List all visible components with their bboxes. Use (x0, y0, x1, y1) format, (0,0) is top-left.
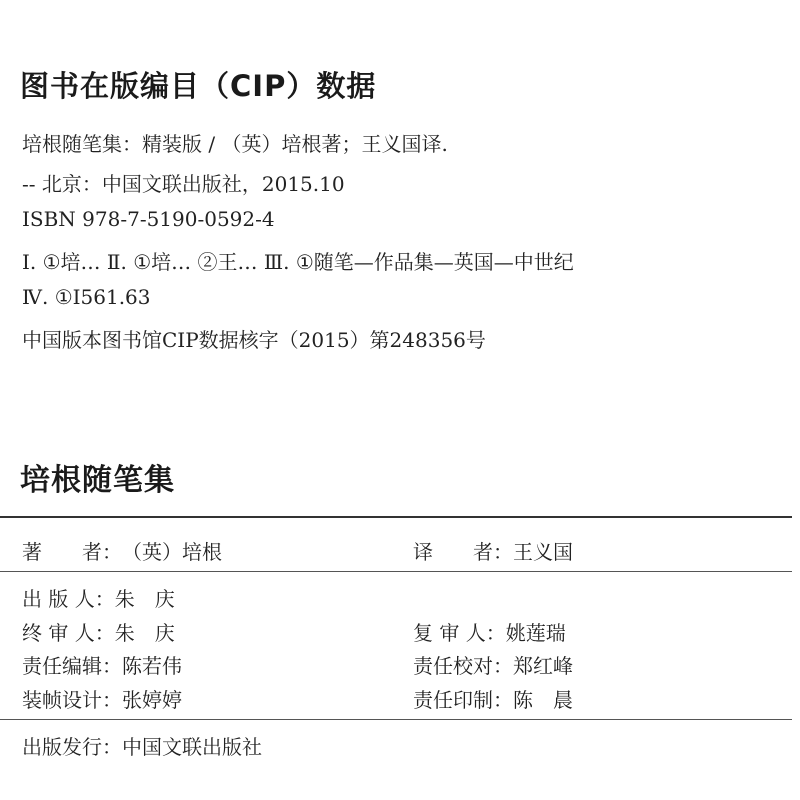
credit-printing (413, 684, 573, 713)
cip-line-record-number: 中国版本图书馆CIP数据核字（2015）第248356号 (22, 328, 486, 352)
divider-bottom (0, 719, 792, 720)
credit-translator-label: 译 者： (413, 540, 513, 564)
credit-final-reviewer (22, 617, 175, 646)
credit-publisher-person-label: 出 版 人： (22, 587, 115, 611)
book-title: 培根随笔集 (20, 463, 175, 498)
credit-author-label: 著 者： (22, 540, 122, 564)
cip-line-subjects: Ⅰ. ①培… Ⅱ. ①培… ②王… Ⅲ. ①随笔—作品集—英国—中世纪 (22, 250, 574, 274)
credit-re-reviewer-value: 姚莲瑞 (505, 621, 566, 645)
credit-translator-value: 王义国 (513, 540, 573, 564)
credit-designer-label: 装帧设计： (22, 688, 122, 712)
cip-line-classification: Ⅳ. ①I561.63 (22, 285, 151, 309)
credit-publisher-person-value: 朱 庆 (114, 587, 175, 611)
credit-proofreader-label: 责任校对： (413, 654, 513, 678)
cip-line-title: 培根随笔集：精装版 / （英）培根著；王义国译. (22, 132, 448, 156)
credit-re-reviewer (413, 617, 566, 646)
credit-printing-value: 陈 晨 (513, 688, 573, 712)
credit-designer-value: 张婷婷 (122, 688, 182, 712)
cip-line-publisher: -- 北京：中国文联出版社，2015.10 (22, 172, 345, 196)
credit-proofreader-value: 郑红峰 (513, 654, 573, 678)
credit-proofreader (413, 650, 573, 679)
divider-top (0, 516, 792, 518)
cip-heading: 图书在版编目（CIP）数据 (20, 69, 377, 103)
credit-editor (22, 650, 182, 679)
credit-translator (413, 536, 573, 565)
credit-author-value: （英）培根 (122, 540, 222, 564)
credit-distributor (22, 731, 262, 760)
credit-printing-label: 责任印制： (413, 688, 513, 712)
credit-designer (22, 684, 182, 713)
credit-final-reviewer-value: 朱 庆 (114, 621, 175, 645)
credit-re-reviewer-label: 复 审 人： (413, 621, 506, 645)
cip-line-isbn: ISBN 978-7-5190-0592-4 (22, 207, 275, 231)
credit-distributor-value: 中国文联出版社 (122, 735, 262, 759)
credit-distributor-label: 出版发行： (22, 735, 122, 759)
credit-editor-label: 责任编辑： (22, 654, 122, 678)
credit-editor-value: 陈若伟 (122, 654, 182, 678)
credit-publisher-person (22, 583, 175, 612)
divider-middle (0, 571, 792, 572)
credit-author (22, 536, 222, 565)
credit-final-reviewer-label: 终 审 人： (22, 621, 115, 645)
